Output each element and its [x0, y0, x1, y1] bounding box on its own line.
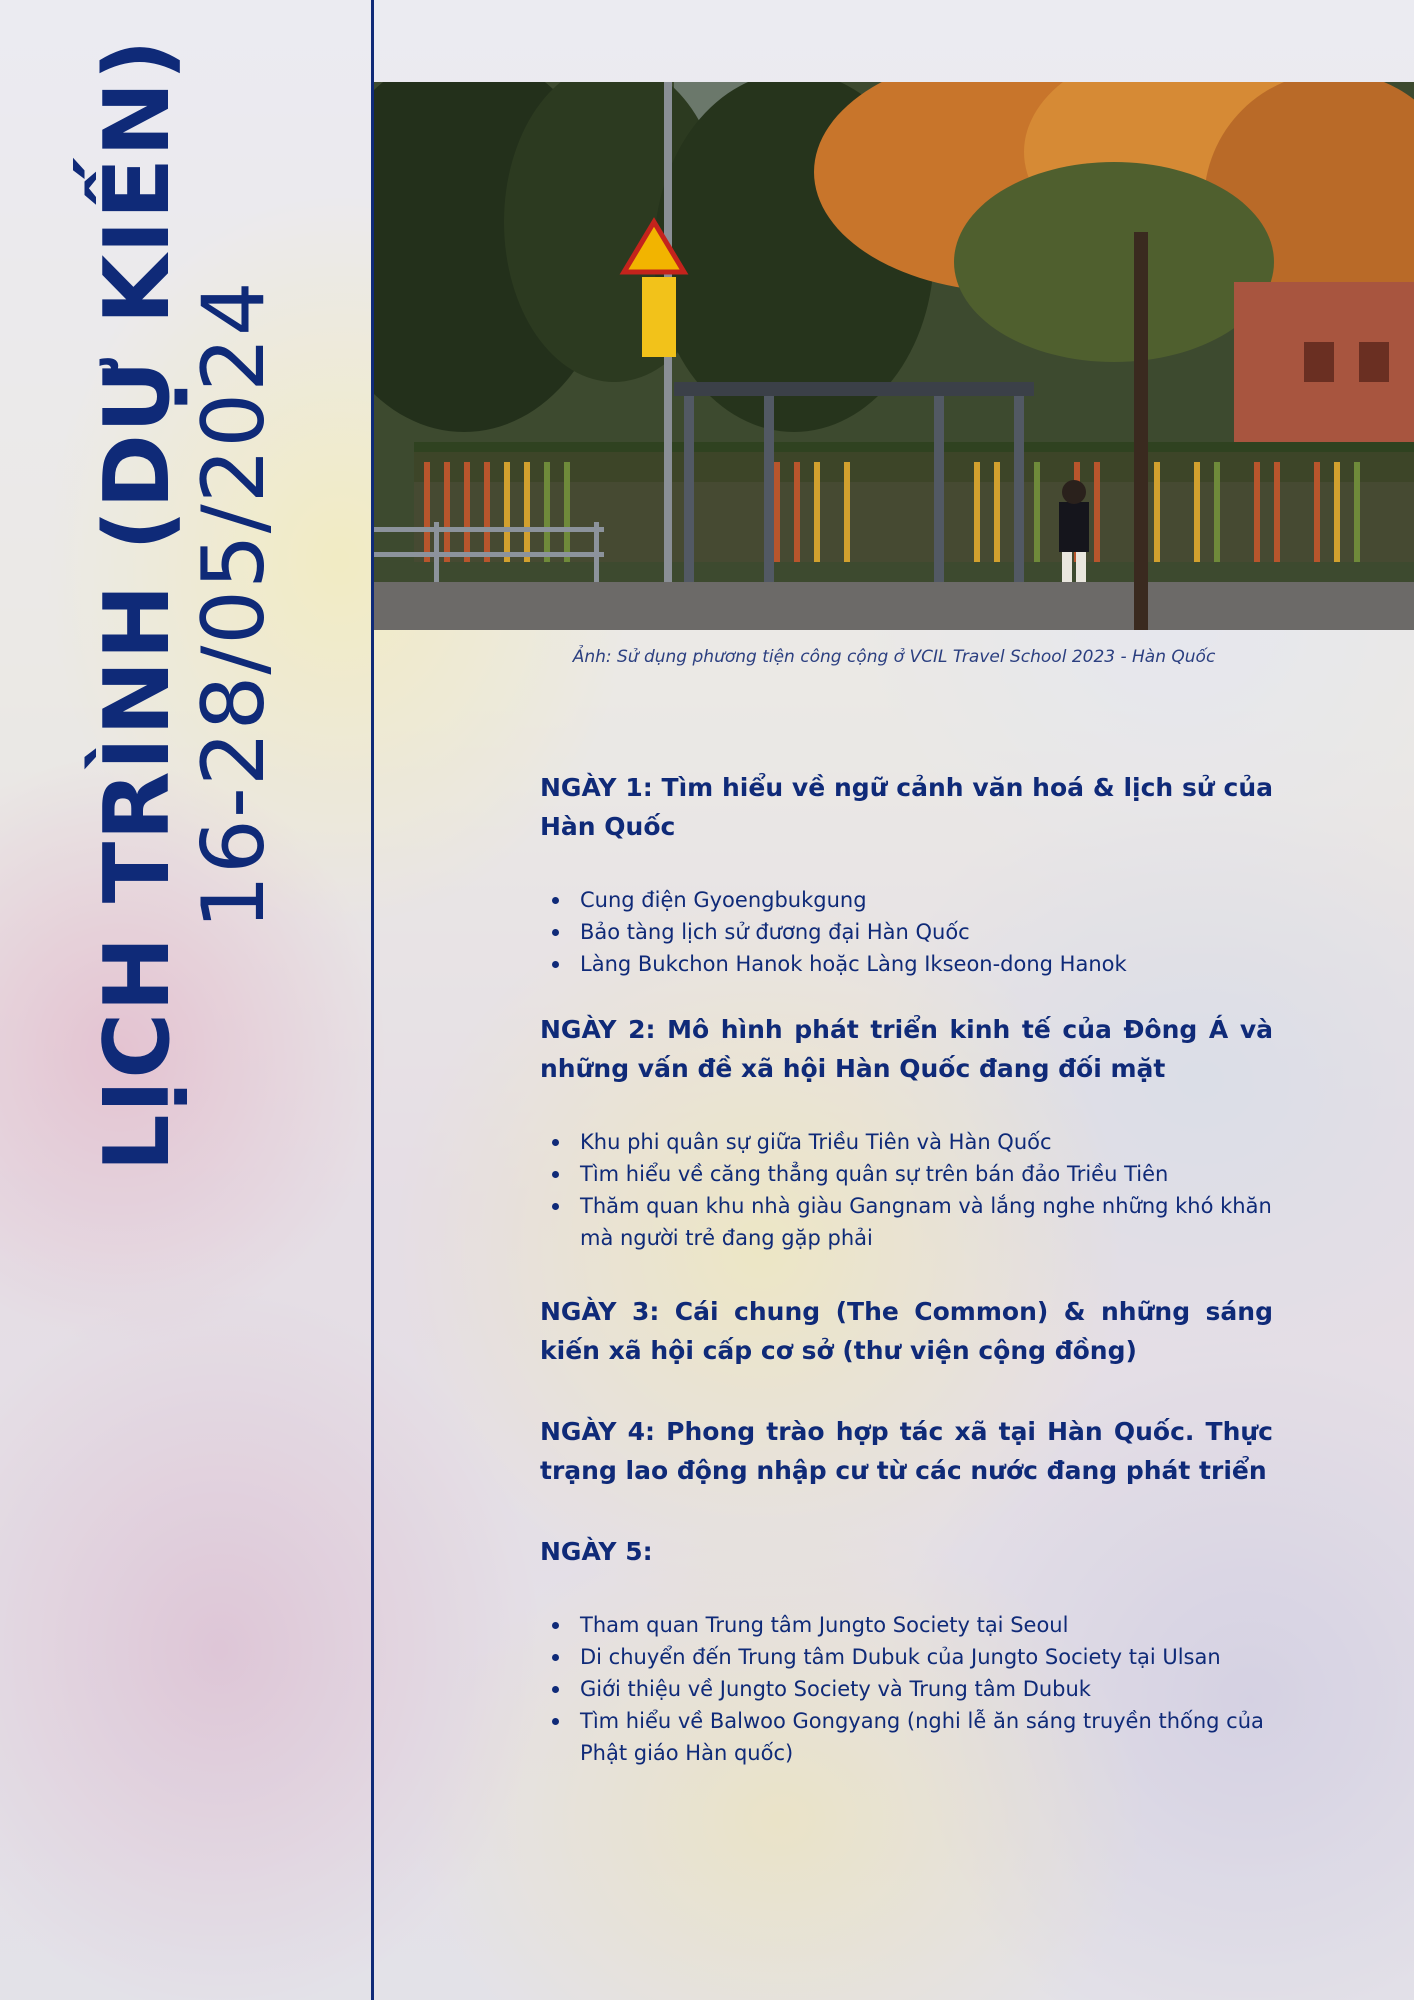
list-item: Khu phi quân sự giữa Triều Tiên và Hàn Quốc: [540, 1126, 1273, 1158]
list-item: Tìm hiểu về Balwoo Gongyang (nghi lễ ăn sáng truyền thống của Phật giáo Hàn quốc): [540, 1705, 1273, 1769]
day-2-heading: NGÀY 2: Mô hình phát triển kinh tế của Đông Á và những vấn đề xã hội Hàn Quốc đang đối mặt: [540, 1015, 1273, 1083]
street-scene-illustration: [374, 82, 1414, 630]
list-item: Thăm quan khu nhà giàu Gangnam và lắng nghe những khó khăn mà người trẻ đang gặp phải: [540, 1190, 1273, 1254]
day-3-heading: NGÀY 3: Cái chung (The Common) & những sáng kiến xã hội cấp cơ sở (thư viện cộng đồng): [540, 1297, 1273, 1365]
list-item: Cung điện Gyoengbukgung: [540, 884, 1273, 916]
list-item: Bảo tàng lịch sử đương đại Hàn Quốc: [540, 916, 1273, 948]
title-line-1: LỊCH TRÌNH (DỰ KIẾN): [85, 38, 190, 1172]
list-item: Làng Bukchon Hanok hoặc Làng Ikseon-dong Hanok: [540, 948, 1273, 980]
day-4-heading: NGÀY 4: Phong trào hợp tác xã tại Hàn Quốc. Thực trạng lao động nhập cư từ các nước đang phát triển: [540, 1417, 1273, 1485]
list-item: Tìm hiểu về căng thẳng quân sự trên bán đảo Triều Tiên: [540, 1158, 1273, 1190]
list-item: Di chuyển đến Trung tâm Dubuk của Jungto Society tại Ulsan: [540, 1641, 1273, 1673]
day-5-heading: NGÀY 5:: [540, 1537, 653, 1566]
photo-caption: Ảnh: Sử dụng phương tiện công cộng ở VCIL Travel School 2023 - Hàn Quốc: [572, 647, 1216, 667]
day-5-list: [540, 1609, 1273, 1769]
day-2-list: [540, 1126, 1273, 1254]
list-item: Giới thiệu về Jungto Society và Trung tâm Dubuk: [540, 1673, 1273, 1705]
itinerary: [540, 768, 1273, 1769]
vertical-title: [35, 38, 335, 1172]
header-photo: [374, 82, 1414, 630]
day-1-list: [540, 884, 1273, 980]
title-date-range: 16-28/05/2024: [184, 280, 284, 930]
day-1-heading: NGÀY 1: Tìm hiểu về ngữ cảnh văn hoá & lịch sử của Hàn Quốc: [540, 773, 1273, 841]
list-item: Tham quan Trung tâm Jungto Society tại Seoul: [540, 1609, 1273, 1641]
